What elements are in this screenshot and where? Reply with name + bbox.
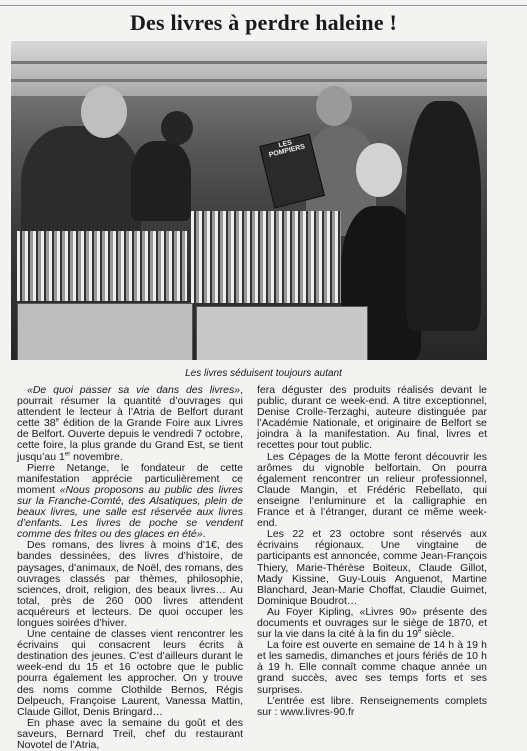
paragraph bbox=[257, 385, 487, 452]
teen-head bbox=[316, 86, 352, 126]
top-rule bbox=[0, 5, 527, 6]
paragraph-text: Les 22 et 23 octobre sont réservés aux écrivains régionaux. Une vingtaine de participants est annoncée, comme Jean-François Thiery, Marie-Thérèse Boiteux, Claude Gillot, Mady Kissine, Guy-Louis Anguenot, Martine Blanchard, Jean-Marie Choffat, Claudie Guimet, Dominique Boudrot… bbox=[257, 528, 487, 607]
hall-ceiling bbox=[11, 41, 487, 96]
paragraph bbox=[17, 629, 243, 718]
quote-text: «Nous proposons au public des livres sur la Franche-Comté, des Alsatiques, plein de beaux livres, une salle est réservée aux livres d’enfants. Les livres de poche se vendent comme des frites ou des glaces en été» bbox=[17, 483, 243, 541]
paragraph-text: Les Cépages de la Motte feront découvrir les arômes du vignoble belfortain. On pourra également rencontrer un relieur professionnel, Claude Mangin, et Frédéric Rebellato, qui enseigne l’enluminure et la calligraphie en France et à l’étranger, durant ce même week-end. bbox=[257, 450, 487, 530]
paragraph-text: Des romans, des livres à moins d’1€, des bandes dessinées, des livres d’histoire, de paysages, d’animaux, de Noël, des romans, des ouvrages classés par thèmes, philosophie, sciences, droit, religion, des beaux livres… Au total, près de 260 000 livres attendent acquéreurs et lecteurs. De quoi occuper les longues soirées d’hiver. bbox=[17, 539, 243, 629]
paragraph-text: novembre. bbox=[70, 450, 123, 463]
paragraph-text: édition de la Grande Foire aux Livres de Belfort. Ouverte depuis le vendredi 7 octobre, cette foire, la plus grande du Grand Est, se tient jusqu’au 1 bbox=[17, 417, 243, 463]
book-cover-title: LES POMPIERS bbox=[268, 139, 306, 159]
paragraph-text: fera déguster des produits réalisés devant le public, durant ce week-end. A titre exceptionnel, Denise Crolle-Terzaghi, auteure distinguée par l’Académie Nationale, et originaire de Belfort se joindra à la manifestation. Au final, livres et recettes pour tout public. bbox=[257, 384, 487, 452]
ceiling-beam bbox=[11, 79, 487, 82]
boy-dark-shirt bbox=[131, 141, 191, 221]
paragraph-text: Au Foyer Kipling, «Livres 90» présente des documents et ouvrages sur le siège de 1870, et sur la vie dans la cité à la fin du 19 bbox=[257, 605, 487, 641]
paragraph bbox=[257, 452, 487, 530]
paragraph bbox=[17, 463, 243, 541]
child-head bbox=[356, 143, 402, 197]
superscript: e bbox=[55, 417, 59, 424]
superscript: er bbox=[64, 451, 71, 458]
display-table-left bbox=[17, 303, 193, 360]
article-column-right bbox=[257, 385, 487, 718]
article-photo bbox=[11, 41, 487, 360]
paragraph-text: Une centaine de classes vient rencontrer les écrivains qui consacrent leurs écrits à destination des jeunes. C’est d’ailleurs durant le week-end du 15 et 16 octobre que le public pourra également les approcher. On y trouve des noms comme Clothilde Bernos, Régis Delpeuch, Françoise Laurent, Vanessa Mattin, Claude Gillot, Denis Bringard… bbox=[17, 628, 243, 718]
display-table-right bbox=[196, 306, 368, 360]
article-column-left bbox=[17, 385, 243, 751]
paragraph bbox=[257, 529, 487, 607]
paragraph-text: L’entrée est libre. Renseignements complets sur : www.livres-90.fr bbox=[257, 694, 487, 718]
man-head bbox=[81, 86, 127, 138]
paragraph-text: En phase avec la semaine du goût et des saveurs, Bernard Treil, chef du restaurant Novotel de l’Atria, bbox=[17, 716, 243, 751]
quote-text: «De quoi passer sa vie dans des livres» bbox=[27, 384, 241, 396]
paragraph-text: Pierre Netange, le fondateur de cette manifestation apprécie particulièrement ce moment bbox=[17, 461, 243, 496]
paragraph bbox=[257, 696, 487, 718]
book-rows-left bbox=[17, 231, 187, 301]
ceiling-beam bbox=[11, 61, 487, 64]
crowd-right bbox=[406, 101, 481, 331]
paragraph bbox=[257, 607, 487, 640]
paragraph-text: . bbox=[202, 528, 206, 541]
paragraph-text: siècle. bbox=[421, 628, 455, 641]
paragraph bbox=[257, 640, 487, 695]
paragraph bbox=[17, 385, 243, 463]
photo-caption: Les livres séduisent toujours autant bbox=[185, 368, 342, 379]
paragraph bbox=[17, 540, 243, 629]
paragraph-text: La foire est ouverte en semaine de 14 h à 19 h et les samedis, dimanches et jours fériés de 10 h à 19 h. Elle connaît comme chaque année un grand succès, avec ses temps forts et ses surprises. bbox=[257, 639, 487, 696]
superscript: e bbox=[418, 628, 422, 635]
article-headline: Des livres à perdre haleine ! bbox=[129, 10, 398, 35]
book-rows-center bbox=[191, 211, 341, 303]
paragraph bbox=[17, 718, 243, 751]
paragraph-text: , pourrait résumer la quantité d’ouvrages qui attendent le lecteur à l’Atria de Belfort durant cette 38 bbox=[17, 384, 243, 430]
boy-head bbox=[161, 111, 193, 145]
